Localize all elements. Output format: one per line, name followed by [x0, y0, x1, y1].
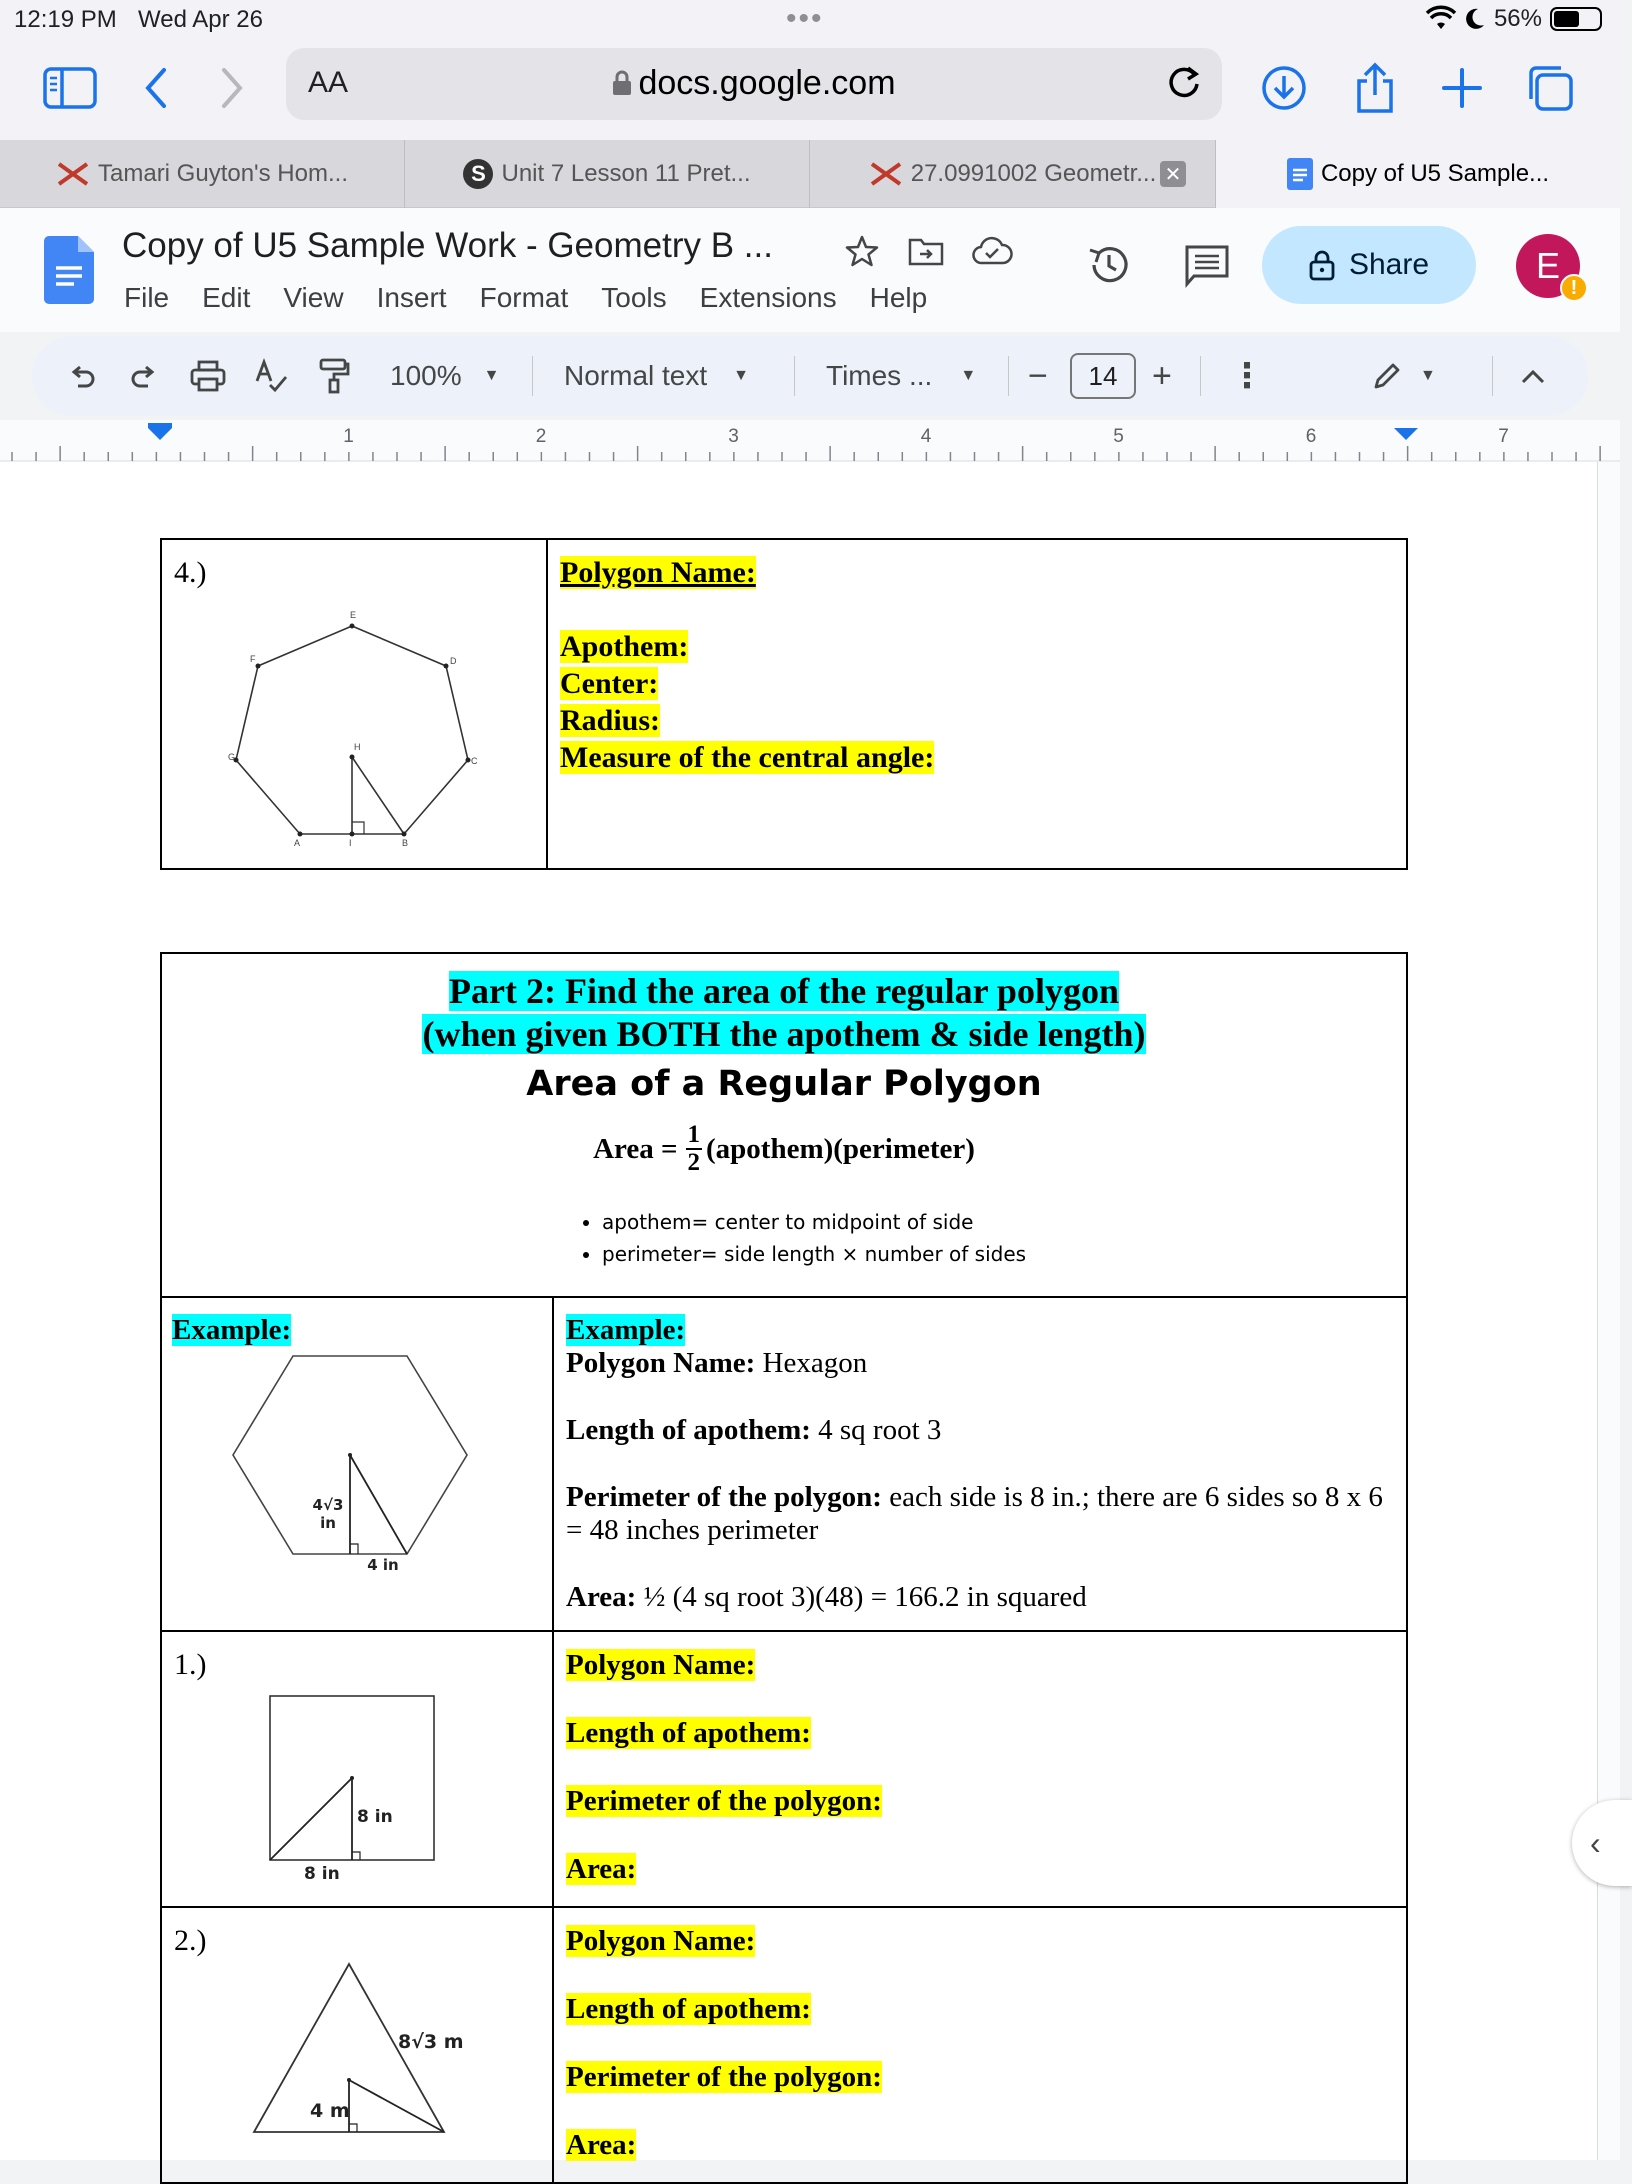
- toolbar-divider: [1200, 356, 1201, 396]
- area-formula: [162, 1122, 1406, 1176]
- polygon-name-prompt: Polygon Name:: [566, 1925, 756, 1957]
- lock-icon: [1309, 249, 1335, 281]
- example-label: Example:: [172, 1314, 292, 1346]
- share-sheet-icon[interactable]: [1345, 58, 1405, 118]
- area-answer: ½ (4 sq root 3)(48) = 166.2 in squared: [643, 1581, 1087, 1613]
- safari-tab-4-active[interactable]: [1164, 140, 1620, 208]
- ruler-number: 1: [343, 426, 354, 447]
- example-label: Example:: [566, 1314, 686, 1346]
- list-item: • perimeter= side length × number of sides: [602, 1238, 1406, 1270]
- pencil-icon: [1372, 361, 1402, 391]
- toolbar-divider: [532, 356, 533, 396]
- increase-font-size-icon[interactable]: +: [1152, 356, 1172, 395]
- avatar-initial: E: [1535, 245, 1560, 286]
- list-item: • apothem= center to midpoint of side: [602, 1206, 1406, 1238]
- status-time: 12:19 PM: [14, 6, 117, 33]
- menu-insert[interactable]: Insert: [376, 282, 447, 313]
- side-length-label: 4 in: [367, 1556, 399, 1574]
- perimeter-prompt: Perimeter of the polygon:: [566, 1785, 882, 1817]
- editing-mode-dropdown[interactable]: [1372, 336, 1436, 416]
- decrease-font-size-icon[interactable]: −: [1028, 356, 1048, 395]
- collapse-menus-icon[interactable]: [1520, 336, 1546, 416]
- reload-icon[interactable]: [1164, 62, 1204, 102]
- polygon-name-prompt: Polygon Name:: [566, 1649, 756, 1681]
- comments-icon[interactable]: [1184, 244, 1230, 288]
- example-figure-cell[interactable]: [161, 1297, 553, 1631]
- sidebar-icon[interactable]: [40, 58, 100, 118]
- apothem-length-label: 4 m: [310, 2100, 350, 2122]
- back-icon[interactable]: [126, 58, 186, 118]
- docs-logo-icon[interactable]: [44, 236, 94, 304]
- vertex-label: C: [471, 756, 478, 766]
- area-prompt: Area:: [566, 1581, 637, 1613]
- apothem-answer: 4 sq root 3: [818, 1414, 942, 1446]
- part-2-header-cell[interactable]: [161, 953, 1407, 1297]
- center-prompt: Center:: [560, 667, 659, 700]
- vertex-label: B: [402, 838, 409, 848]
- document-page[interactable]: [0, 462, 1598, 2160]
- toolbar-divider: [794, 356, 795, 396]
- apothem-prompt: Length of apothem:: [566, 1414, 811, 1446]
- vertex-label: I: [349, 838, 352, 848]
- chevron-down-icon: ▼: [733, 367, 749, 384]
- question-number: 1.): [174, 1648, 207, 1681]
- triangle-figure: [248, 1964, 488, 2184]
- apothem-prompt: Length of apothem:: [566, 1993, 811, 2025]
- radius-prompt: Radius:: [560, 704, 661, 737]
- safari-tab-2[interactable]: [405, 140, 810, 208]
- zoom-value: 100%: [390, 360, 462, 391]
- ruler-number: 3: [728, 426, 739, 447]
- tab-title: Unit 7 Lesson 11 Pret...: [501, 160, 751, 187]
- s-logo-icon: S: [463, 159, 493, 189]
- docs-toolbar: [32, 336, 1588, 416]
- paint-format-icon[interactable]: [318, 336, 350, 416]
- vertex-label: H: [354, 742, 361, 752]
- document-canvas[interactable]: [0, 462, 1620, 2160]
- print-icon[interactable]: [190, 336, 226, 416]
- paragraph-style-dropdown[interactable]: [564, 336, 749, 416]
- tab-overview-icon[interactable]: [1520, 58, 1580, 118]
- menu-help[interactable]: Help: [869, 282, 928, 313]
- safari-toolbar: [0, 40, 1620, 140]
- redo-icon[interactable]: [130, 336, 158, 416]
- status-date: Wed Apr 26: [138, 6, 263, 33]
- toolbar-divider: [1008, 356, 1009, 396]
- close-tab-icon[interactable]: ✕: [1160, 161, 1186, 187]
- warning-badge-icon: !: [1560, 274, 1588, 302]
- battery-percent: 56%: [1493, 5, 1542, 32]
- polygon-name-prompt: Polygon Name:: [566, 1347, 756, 1379]
- ruler-number: 5: [1113, 426, 1124, 447]
- status-bar: [0, 0, 1620, 40]
- more-options-icon[interactable]: ⋮: [1230, 357, 1264, 395]
- menu-edit[interactable]: Edit: [202, 282, 251, 313]
- area-formula-title: Area of a Regular Polygon: [526, 1064, 1042, 1104]
- font-family-value: Times ...: [826, 360, 933, 391]
- font-size-input[interactable]: 14: [1070, 353, 1136, 399]
- chevron-left-icon: ‹: [1590, 1824, 1601, 1861]
- chevron-down-icon: ▼: [1420, 367, 1436, 384]
- question-2-figure-cell[interactable]: [161, 1907, 553, 2183]
- central-angle-prompt: Measure of the central angle:: [560, 741, 935, 774]
- formula-notes-list: [602, 1206, 1406, 1270]
- move-to-folder-icon[interactable]: [908, 236, 944, 266]
- x-logo-icon: [56, 161, 90, 187]
- paragraph-style-value: Normal text: [564, 360, 708, 391]
- first-line-indent-marker-icon[interactable]: [148, 423, 172, 428]
- square-figure: [268, 1694, 458, 1894]
- menu-tools[interactable]: Tools: [601, 282, 667, 313]
- question-number: 2.): [174, 1924, 207, 1957]
- apothem-unit-label: in: [320, 1514, 336, 1532]
- tab-title: Copy of U5 Sample...: [1320, 160, 1550, 187]
- question-1-figure-cell[interactable]: [161, 1631, 553, 1907]
- left-indent-marker-icon[interactable]: [148, 428, 172, 440]
- vertex-label: A: [294, 838, 301, 848]
- docs-header: [0, 208, 1620, 332]
- battery-icon: [1550, 7, 1602, 31]
- document-title[interactable]: Copy of U5 Sample Work - Geometry B ...: [122, 226, 773, 265]
- perimeter-prompt: Perimeter of the polygon:: [566, 2061, 882, 2093]
- question-number: 4.): [174, 556, 207, 589]
- formula-denominator: 2: [687, 1149, 700, 1176]
- reader-aa-button[interactable]: AA: [308, 66, 349, 99]
- spellcheck-icon[interactable]: [254, 336, 288, 416]
- ruler[interactable]: [0, 420, 1620, 462]
- formula-numerator: 1: [687, 1121, 700, 1148]
- forward-icon[interactable]: [202, 58, 262, 118]
- part-2-heading-line-2: (when given BOTH the apothem & side length): [422, 1014, 1146, 1054]
- do-not-disturb-moon-icon: [1464, 7, 1486, 31]
- heptagon-figure: [228, 596, 478, 848]
- vertex-label: E: [350, 610, 357, 620]
- chevron-down-icon: ▼: [483, 367, 500, 384]
- part-2-heading-line-1: Part 2: Find the area of the regular polygon: [449, 971, 1119, 1011]
- lock-icon: [612, 70, 632, 96]
- url-text: docs.google.com: [638, 64, 896, 102]
- download-icon[interactable]: [1254, 58, 1314, 118]
- wifi-icon: [1426, 7, 1456, 31]
- vertex-label: F: [250, 654, 256, 664]
- safari-tab-3[interactable]: [810, 140, 1216, 208]
- question-4-figure-cell[interactable]: [161, 539, 547, 869]
- formula-rhs: (apothem)(perimeter): [706, 1132, 975, 1165]
- version-history-icon[interactable]: [1086, 242, 1132, 288]
- question-4-table: [160, 538, 1408, 870]
- ruler-number: 4: [920, 426, 932, 447]
- area-prompt: Area:: [566, 2129, 637, 2161]
- perimeter-prompt: Perimeter of the polygon:: [566, 1481, 882, 1513]
- vertex-label: G: [228, 752, 236, 762]
- share-label: Share: [1348, 248, 1430, 281]
- apothem-prompt: Apothem:: [560, 630, 689, 663]
- apothem-length-label: 8 in: [357, 1807, 393, 1827]
- share-button[interactable]: [1262, 226, 1476, 304]
- perimeter-answer: each side is 8 in.; there are 6 sides so 8 x 6 = 48 inches perimeter: [566, 1481, 1383, 1546]
- apothem-prompt: Length of apothem:: [566, 1717, 811, 1749]
- address-bar[interactable]: [286, 48, 1222, 120]
- tab-title: 27.0991002 Geometr...: [910, 160, 1157, 187]
- star-icon[interactable]: [845, 234, 879, 268]
- question-1-answer-cell[interactable]: [553, 1631, 1407, 1907]
- area-prompt: Area:: [566, 1853, 637, 1885]
- polygon-name-answer: Hexagon: [762, 1347, 868, 1379]
- tab-title: Tamari Guyton's Hom...: [98, 160, 348, 187]
- avatar[interactable]: [1516, 234, 1580, 298]
- undo-icon[interactable]: [68, 336, 96, 416]
- radius-length-label: 8√3 m: [398, 2031, 464, 2053]
- vertex-label: D: [450, 656, 457, 666]
- menu-extensions[interactable]: Extensions: [699, 282, 837, 313]
- menu-file[interactable]: File: [124, 282, 170, 313]
- hexagon-figure: [232, 1356, 472, 1576]
- ruler-number: 7: [1498, 426, 1509, 447]
- ruler-number: 2: [535, 426, 547, 447]
- multitasking-dots-icon[interactable]: •••: [786, 2, 824, 35]
- docs-icon: [1287, 158, 1313, 190]
- side-length-label: 8 in: [304, 1864, 340, 1884]
- example-answer-cell[interactable]: [553, 1297, 1407, 1631]
- font-family-dropdown[interactable]: [826, 336, 976, 416]
- polygon-name-prompt: Polygon Name:: [560, 556, 756, 589]
- safari-tab-bar: [0, 140, 1620, 208]
- question-2-answer-cell[interactable]: [553, 1907, 1407, 2183]
- cloud-saved-icon[interactable]: [972, 236, 1012, 266]
- ruler-scale: [0, 420, 1620, 462]
- chevron-down-icon: ▼: [960, 367, 977, 384]
- x-logo-icon: [869, 161, 903, 187]
- new-tab-icon[interactable]: [1432, 58, 1492, 118]
- zoom-dropdown[interactable]: [390, 336, 499, 416]
- question-4-answer-cell[interactable]: [547, 539, 1407, 869]
- formula-lhs: Area =: [593, 1132, 678, 1165]
- ruler-number: 6: [1305, 426, 1317, 447]
- safari-tab-1[interactable]: [0, 140, 405, 208]
- part-2-table: [160, 952, 1408, 2184]
- toolbar-divider: [1492, 356, 1493, 396]
- menu-format[interactable]: Format: [479, 282, 569, 313]
- right-indent-marker-icon[interactable]: [1394, 428, 1418, 440]
- apothem-length-label: 4√3: [312, 1496, 344, 1514]
- menu-bar: [124, 282, 927, 314]
- menu-view[interactable]: View: [283, 282, 344, 313]
